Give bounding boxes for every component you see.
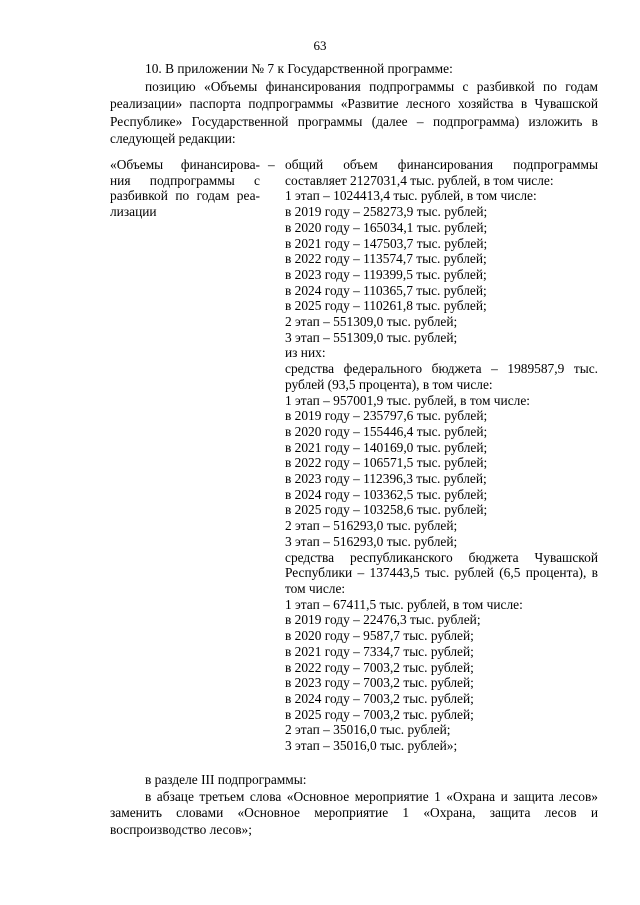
financing-line: общий объем финансирования подпрограммы составляет 2127031,4 тыс. рублей, в том числе: (285, 157, 598, 188)
financing-line: в 2022 году – 106571,5 тыс. рублей; (285, 455, 488, 471)
financing-line: в 2023 году – 112396,3 тыс. рублей; (285, 471, 487, 487)
financing-line: средства республиканского бюджета Чувашской Республики – 137443,5 тыс. рублей (6,5 процента), в том числе: (285, 549, 598, 596)
financing-line: 3 этап – 516293,0 тыс. рублей; (285, 533, 458, 549)
cell-separator: – (268, 157, 275, 172)
outro-paragraph: в абзаце третьем слова «Основное мероприятие 1 «Охрана и защита лесов» заменить словами «Основное мероприятие 1 «Охрана, защита лесов и воспроизводство лесов»; (110, 788, 598, 837)
financing-line: в 2023 году – 119399,5 тыс. рублей; (285, 266, 487, 282)
outro-line: в разделе III подпрограммы: (145, 772, 307, 787)
table-right-cell (285, 157, 598, 754)
left-cell-text: «Объемы финансирова- ния подпрограммы с разбивкой по годам реа- лизации (110, 157, 260, 220)
financing-line: 3 этап – 551309,0 тыс. рублей; (285, 329, 458, 345)
financing-line: в 2023 году – 7003,2 тыс. рублей; (285, 675, 474, 691)
financing-line: 3 этап – 35016,0 тыс. рублей»; (285, 738, 458, 754)
financing-line: в 2022 году – 113574,7 тыс. рублей; (285, 251, 487, 267)
financing-line: в 2020 году – 165034,1 тыс. рублей; (285, 219, 488, 235)
financing-line: в 2022 году – 7003,2 тыс. рублей; (285, 659, 474, 675)
financing-line: в 2021 году – 140169,0 тыс. рублей; (285, 439, 488, 455)
financing-line: в 2024 году – 103362,5 тыс. рублей; (285, 486, 488, 502)
financing-line: в 2020 году – 155446,4 тыс. рублей; (285, 423, 488, 439)
financing-line: 2 этап – 35016,0 тыс. рублей; (285, 722, 451, 738)
financing-line: в 2021 году – 147503,7 тыс. рублей; (285, 235, 488, 251)
financing-line: в 2019 году – 235797,6 тыс. рублей; (285, 408, 488, 424)
financing-line: из них: (285, 345, 326, 361)
financing-line: в 2019 году – 258273,9 тыс. рублей; (285, 204, 488, 220)
financing-line: 2 этап – 551309,0 тыс. рублей; (285, 314, 458, 330)
financing-line: в 2025 году – 110261,8 тыс. рублей; (285, 298, 487, 314)
outro-section (110, 772, 598, 838)
financing-line: 1 этап – 1024413,4 тыс. рублей, в том числе: (285, 188, 537, 204)
financing-line: в 2025 году – 7003,2 тыс. рублей; (285, 706, 474, 722)
financing-line: в 2019 году – 22476,3 тыс. рублей; (285, 612, 481, 628)
page-number: 63 (313, 38, 327, 53)
item-heading: 10. В приложении № 7 к Государственной программе: (145, 61, 453, 76)
financing-line: в 2021 году – 7334,7 тыс. рублей; (285, 643, 474, 659)
financing-line: в 2020 году – 9587,7 тыс. рублей; (285, 628, 474, 644)
intro-paragraph: позицию «Объемы финансирования подпрограммы с разбивкой по годам реализации» паспорта подпрограммы «Развитие лесного хозяйства в Чувашской Республике» Государственной программы (далее – подпрограмма) изложить в следующей редакции: (110, 78, 598, 147)
financing-line: в 2024 году – 7003,2 тыс. рублей; (285, 690, 474, 706)
table-left-cell (110, 157, 275, 220)
financing-line: в 2024 году – 110365,7 тыс. рублей; (285, 282, 487, 298)
financing-line: 2 этап – 516293,0 тыс. рублей; (285, 518, 458, 534)
financing-line: в 2025 году – 103258,6 тыс. рублей; (285, 502, 488, 518)
financing-line: средства федерального бюджета – 1989587,9 тыс. рублей (93,5 процента), в том числе: (285, 361, 598, 392)
intro-section (110, 60, 598, 148)
financing-line: 1 этап – 957001,9 тыс. рублей, в том числе: (285, 392, 530, 408)
financing-line: 1 этап – 67411,5 тыс. рублей, в том числе: (285, 596, 523, 612)
